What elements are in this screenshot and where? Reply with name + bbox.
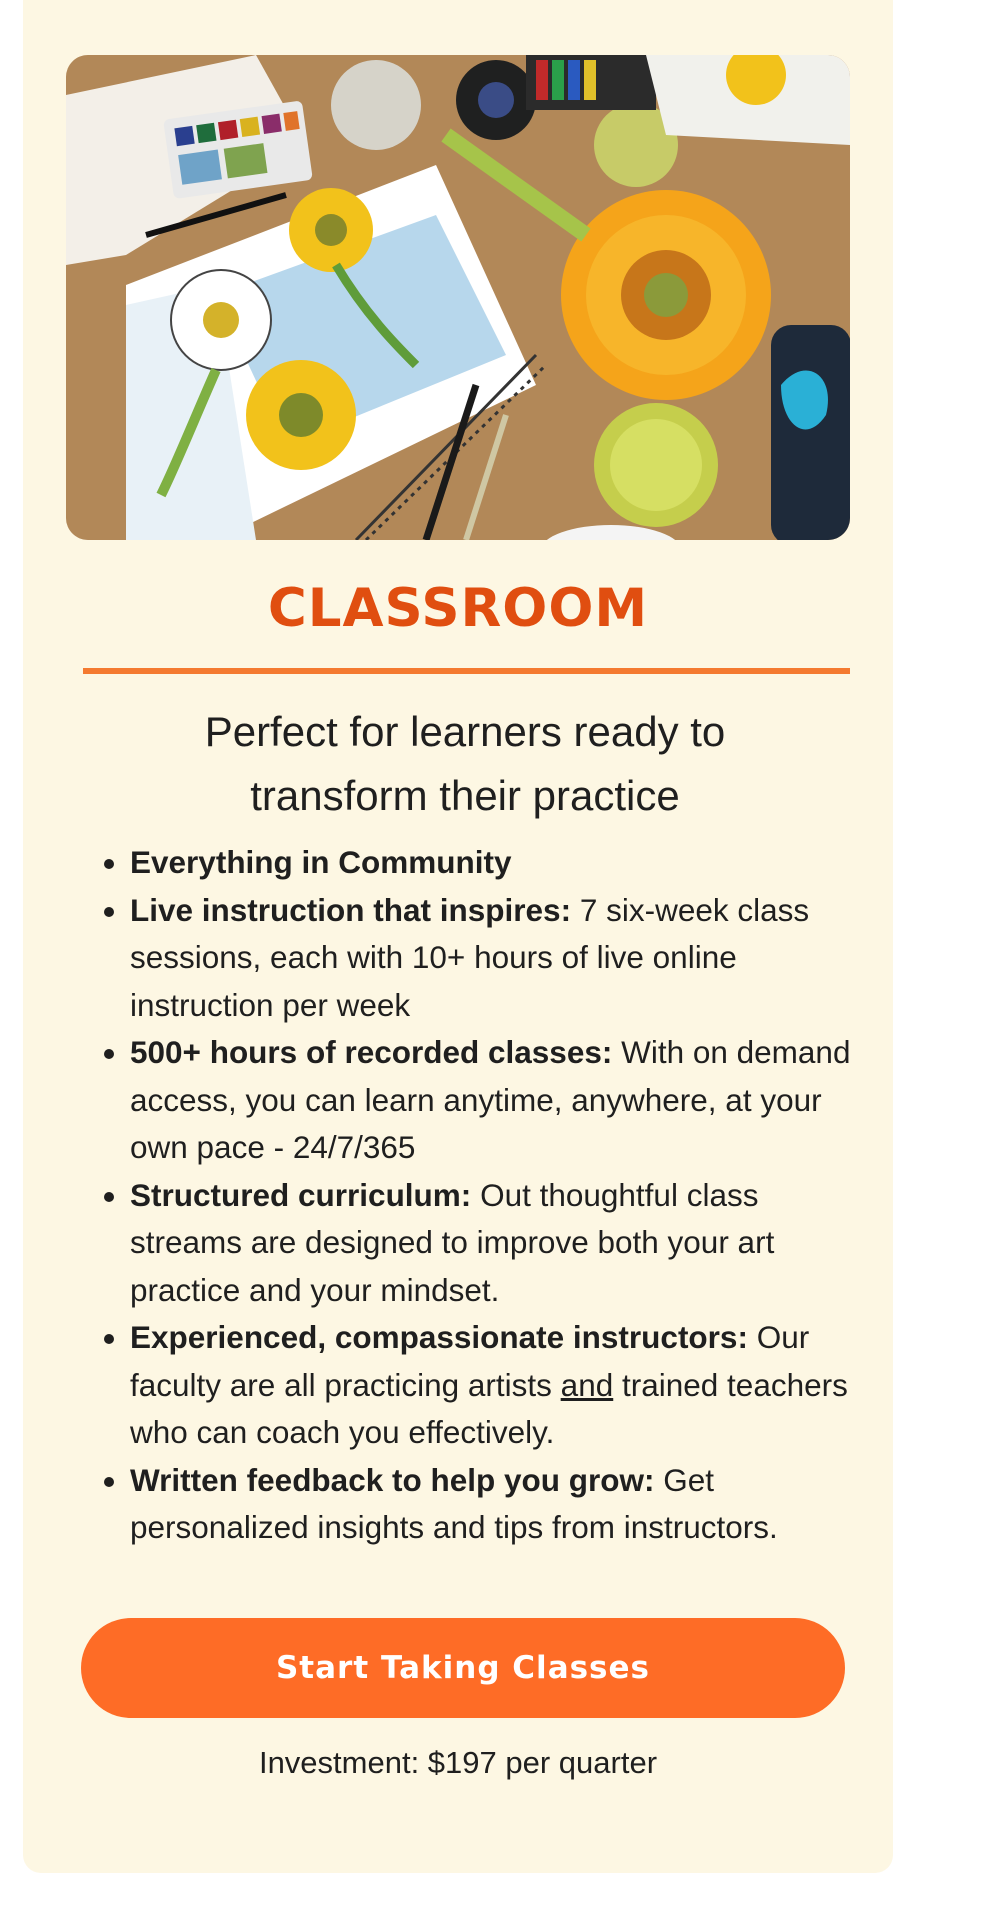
feature-text: Get personalized insights and tips from instructors. bbox=[130, 1461, 778, 1545]
plan-subtitle bbox=[90, 700, 840, 828]
feature-underlined-word: and bbox=[560, 1366, 614, 1403]
subtitle-line-1: Perfect for learners ready to bbox=[204, 708, 726, 755]
feature-heading: 500+ hours of recorded classes: bbox=[130, 1034, 613, 1070]
start-taking-classes-button[interactable]: Start Taking Classes bbox=[81, 1618, 845, 1718]
feature-text: trained teachers who can coach you effectively. bbox=[130, 1366, 848, 1450]
investment-price: Investment: $197 per quarter bbox=[258, 1745, 658, 1780]
feature-item bbox=[130, 887, 870, 1030]
feature-text: With on demand access, you can learn anytime, anywhere, at your own pace - 24/7/365 bbox=[130, 1034, 851, 1165]
feature-item bbox=[130, 839, 870, 887]
feature-text: 7 six-week class sessions, each with 10+ hours of live online instruction per week bbox=[130, 891, 810, 1023]
feature-heading: Written feedback to help you grow: bbox=[130, 1461, 655, 1498]
hero-image-sunflower-sketchbook bbox=[66, 55, 850, 540]
feature-text: Our faculty are all practicing artists bbox=[130, 1319, 810, 1403]
feature-item bbox=[130, 1029, 870, 1172]
feature-heading: Structured curriculum: bbox=[130, 1176, 472, 1213]
subtitle-line-2: transform their practice bbox=[250, 772, 680, 819]
feature-heading: Everything in Community bbox=[130, 844, 512, 880]
feature-heading: Live instruction that inspires: bbox=[130, 891, 572, 928]
feature-item bbox=[130, 1457, 870, 1552]
feature-list bbox=[82, 839, 870, 1552]
feature-item bbox=[130, 1172, 870, 1315]
feature-text: Out thoughtful class streams are designed to improve both your art practice and your mindset. bbox=[130, 1176, 775, 1308]
plan-title: CLASSROOM bbox=[267, 578, 649, 639]
feature-item bbox=[130, 1314, 870, 1457]
feature-heading: Experienced, compassionate instructors: bbox=[130, 1319, 748, 1355]
title-divider bbox=[83, 668, 850, 674]
